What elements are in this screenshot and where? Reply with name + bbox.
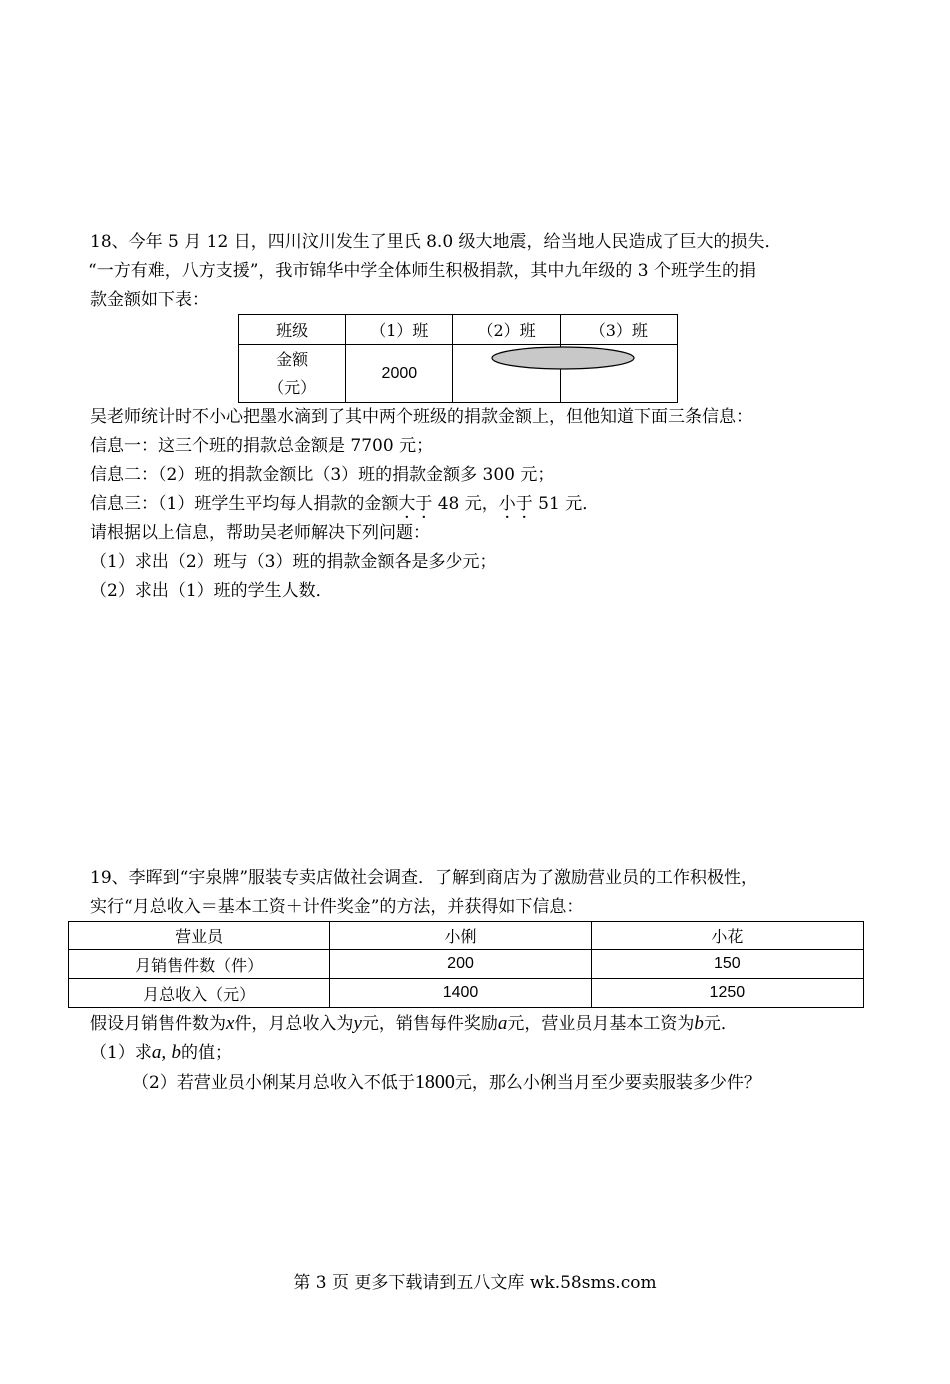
q19-assumption xyxy=(90,1012,738,1036)
info-3-text-c: 48 元， xyxy=(432,494,499,514)
text: （2）若营业员小俐某月总收入不低于 xyxy=(132,1073,415,1093)
variable-a: a xyxy=(497,1013,508,1034)
emphasis-char: 于 xyxy=(515,494,533,514)
q18-info-2: 信息二：（2）班的捐款金额比（3）班的捐款金额多 300 元； xyxy=(90,465,555,485)
text: 元． xyxy=(703,1014,738,1034)
text: 元，营业员月基本工资为 xyxy=(507,1014,695,1034)
ink-blot-icon xyxy=(490,345,636,371)
header-class-3: （3）班 xyxy=(560,315,677,345)
amount-unit-label: （元） xyxy=(268,377,317,397)
text: 件，月总收入为 xyxy=(234,1014,354,1034)
header-class: 班级 xyxy=(239,315,346,345)
cell-value: 1250 xyxy=(591,979,863,1008)
amount-label-cell xyxy=(239,345,346,403)
salary-table xyxy=(68,921,864,1008)
variable-y: y xyxy=(353,1013,362,1034)
cell-value: 200 xyxy=(330,950,591,979)
q18-sub-2: （2）求出（1）班的学生人数． xyxy=(90,581,333,601)
table-row xyxy=(69,950,864,979)
header-staff: 营业员 xyxy=(69,922,330,950)
amount-1800: 1800 xyxy=(414,1071,455,1093)
emphasis-char: 于 xyxy=(415,494,433,514)
page-footer: 第 3 页 更多下载请到五八文库 wk.58sms.com xyxy=(293,1273,657,1293)
header-class-2: （2）班 xyxy=(453,315,560,345)
q18-info-1: 信息一：这三个班的捐款总金额是 7700 元； xyxy=(90,436,434,456)
q18-info-intro: 吴老师统计时不小心把墨水滴到了其中两个班级的捐款金额上，但他知道下面三条信息： xyxy=(90,407,753,427)
info-3-text-a: 信息三：（1）班学生平均每人捐款的金额 xyxy=(90,494,399,514)
q18-info-3 xyxy=(90,492,599,516)
q19-sub-2 xyxy=(132,1070,761,1095)
emphasis-char: 小 xyxy=(498,494,516,514)
q18-line-1: 18、今年 5 月 12 日，四川汶川发生了里氏 8.0 级大地震，给当地人民造成了巨大的损失． xyxy=(90,232,782,252)
q19-line-2: 实行“月总收入＝基本工资＋计件奖金”的方法，并获得如下信息： xyxy=(90,897,584,917)
q18-prompt: 请根据以上信息，帮助吴老师解决下列问题： xyxy=(90,523,430,543)
info-3-text-e: 51 元． xyxy=(532,494,600,514)
header-class-1: （1）班 xyxy=(346,315,453,345)
class-1-amount: 2000 xyxy=(346,345,453,403)
variable-b: b xyxy=(171,1042,181,1063)
table-row xyxy=(69,979,864,1008)
q19-line-1: 19、李晖到“宇泉牌”服装专卖店做社会调查．了解到商店为了激励营业员的工作积极性， xyxy=(90,868,759,888)
cell-value: 1400 xyxy=(330,979,591,1008)
text: （1）求 xyxy=(90,1043,152,1063)
header-xiaohua: 小花 xyxy=(591,922,863,950)
emphasis-char: 大 xyxy=(398,494,416,514)
header-xiaoli: 小俐 xyxy=(330,922,591,950)
q18-sub-1: （1）求出（2）班与（3）班的捐款金额各是多少元； xyxy=(90,552,497,572)
amount-label: 金额 xyxy=(276,349,309,369)
q18-line-3: 款金额如下表： xyxy=(90,290,209,310)
row-label: 月销售件数（件） xyxy=(69,950,330,979)
q19-sub-1 xyxy=(90,1041,232,1065)
text: 的值； xyxy=(180,1043,232,1063)
q18-line-2: “一方有难，八方支援”，我市锦华中学全体师生积极捐款，其中九年级的 3 个班学生的捐 xyxy=(88,261,757,281)
cell-value: 150 xyxy=(591,950,863,979)
text: 元，那么小俐当月至少要卖服装多少件？ xyxy=(454,1073,761,1093)
variable-x: x xyxy=(226,1013,235,1034)
text: 假设月销售件数为 xyxy=(90,1014,226,1034)
row-label: 月总收入（元） xyxy=(69,979,330,1008)
text: 元，销售每件奖励 xyxy=(361,1014,498,1034)
variable-a: a, xyxy=(151,1042,167,1063)
variable-b: b xyxy=(694,1013,704,1034)
